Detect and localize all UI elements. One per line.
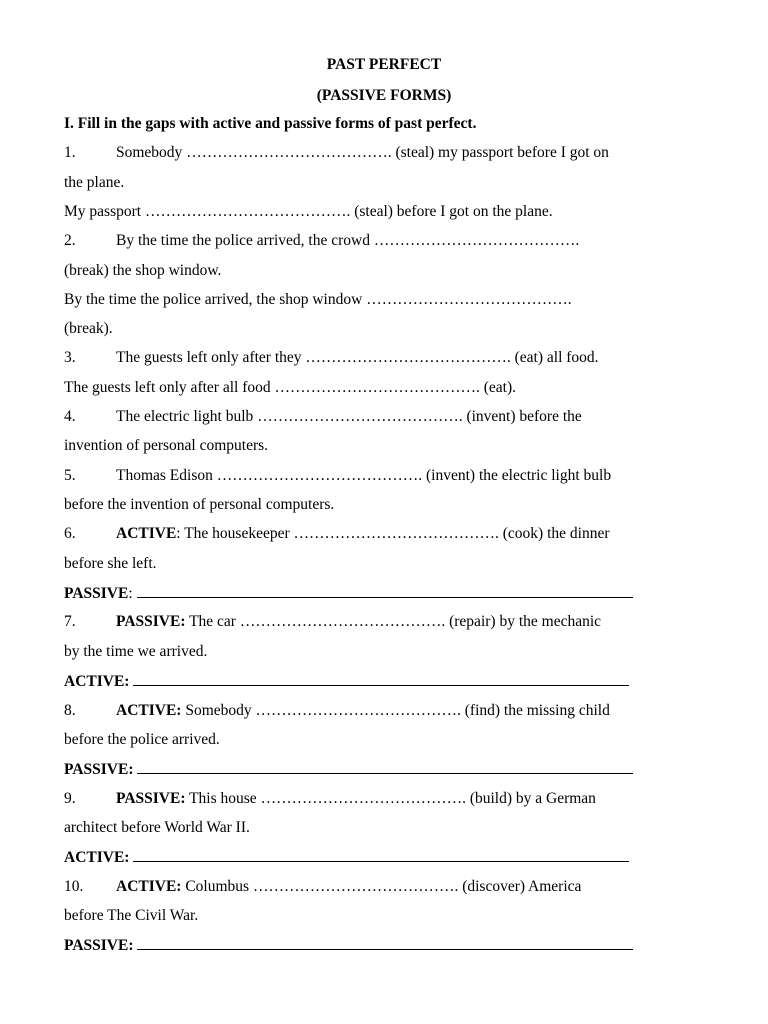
- text: (find) the missing child: [460, 702, 610, 719]
- exercise-5-continuation: before the invention of personal computers.: [64, 496, 335, 513]
- item-number: 8.: [64, 702, 76, 719]
- text: : The housekeeper: [176, 525, 294, 542]
- text: (invent) before the: [462, 408, 582, 425]
- exercise-8-passive-answer: [64, 759, 633, 780]
- gap-dots: ………………………………….: [293, 525, 499, 542]
- gap-dots: ………………………………….: [366, 291, 572, 308]
- exercise-9-continuation: architect before World War II.: [64, 819, 250, 836]
- item-number: 5.: [64, 467, 76, 484]
- exercise-4-line: [64, 407, 582, 427]
- answer-line[interactable]: [133, 847, 629, 862]
- answer-line[interactable]: [137, 759, 633, 774]
- answer-line[interactable]: [137, 583, 633, 598]
- exercise-7-line: [64, 612, 601, 632]
- item-number: 4.: [64, 408, 76, 425]
- gap-dots: ………………………………….: [252, 878, 459, 895]
- exercise-9-line: [64, 789, 596, 809]
- gap-dots: ………………………………….: [216, 467, 423, 484]
- gap-dots: ………………………………….: [257, 408, 463, 425]
- active-label: ACTIVE: [116, 525, 177, 542]
- exercise-10-passive-answer: [64, 935, 633, 956]
- exercise-10-line: [64, 877, 581, 897]
- exercise-6-passive-answer: [64, 583, 633, 604]
- active-label: ACTIVE:: [64, 849, 134, 866]
- item-number: 6.: [64, 525, 76, 542]
- exercise-2-passive-continuation: (break).: [64, 320, 113, 337]
- text: Thomas Edison: [116, 467, 217, 484]
- gap-dots: ………………………………….: [255, 702, 461, 719]
- exercise-10-continuation: before The Civil War.: [64, 907, 199, 924]
- exercise-9-active-answer: [64, 847, 629, 868]
- text: Columbus: [181, 878, 253, 895]
- exercise-4-continuation: invention of personal computers.: [64, 437, 269, 454]
- page-title: PAST PERFECT: [326, 56, 442, 73]
- exercise-1-continuation: the plane.: [64, 174, 125, 191]
- exercise-2-continuation: (break) the shop window.: [64, 262, 222, 279]
- item-number: 3.: [64, 349, 76, 366]
- gap-dots: ………………………………….: [186, 144, 392, 161]
- exercise-6-continuation: before she left.: [64, 555, 157, 572]
- answer-line[interactable]: [133, 671, 629, 686]
- exercise-1-passive-line: [64, 202, 553, 222]
- item-number: 2.: [64, 232, 76, 249]
- passive-label: PASSIVE:: [116, 613, 186, 630]
- instruction: I. Fill in the gaps with active and passive forms of past perfect.: [64, 115, 477, 132]
- gap-dots: ………………………………….: [274, 379, 480, 396]
- text: (build) by a German: [465, 790, 596, 807]
- passive-label: PASSIVE: [64, 585, 129, 602]
- answer-line[interactable]: [137, 935, 633, 950]
- exercise-3-passive-line: [64, 378, 516, 398]
- gap-dots: ………………………………….: [239, 613, 446, 630]
- active-label: ACTIVE:: [116, 878, 182, 895]
- exercise-1-line: [64, 143, 609, 163]
- item-number: 9.: [64, 790, 76, 807]
- text: By the time the police arrived, the crowd: [116, 232, 374, 249]
- text: By the time the police arrived, the shop window: [64, 291, 367, 308]
- text: (discover) America: [458, 878, 582, 895]
- text: :: [128, 585, 137, 602]
- exercise-7-active-answer: [64, 671, 629, 692]
- text: My passport: [64, 203, 145, 220]
- passive-label: PASSIVE:: [116, 790, 186, 807]
- exercise-2-passive-line: [64, 290, 572, 310]
- text: The guests left only after all food: [64, 379, 275, 396]
- gap-dots: ………………………………….: [144, 203, 351, 220]
- exercise-8-line: [64, 701, 610, 721]
- text: The guests left only after they: [116, 349, 306, 366]
- passive-label: PASSIVE:: [64, 937, 138, 954]
- text: (cook) the dinner: [498, 525, 610, 542]
- text: (invent) the electric light bulb: [422, 467, 612, 484]
- text: Somebody: [116, 144, 187, 161]
- gap-dots: ………………………………….: [305, 349, 511, 366]
- exercise-6-line: [64, 524, 610, 544]
- item-number: 10.: [64, 878, 84, 895]
- exercise-3-line: [64, 348, 599, 368]
- text: (steal) before I got on the plane.: [350, 203, 553, 220]
- text: The electric light bulb: [116, 408, 258, 425]
- text: (repair) by the mechanic: [445, 613, 602, 630]
- text: (eat).: [479, 379, 516, 396]
- text: This house: [185, 790, 261, 807]
- passive-label: PASSIVE:: [64, 761, 138, 778]
- exercise-2-line: [64, 231, 579, 251]
- gap-dots: ………………………………….: [373, 232, 580, 249]
- exercise-7-continuation: by the time we arrived.: [64, 643, 208, 660]
- item-number: 1.: [64, 144, 76, 161]
- text: Somebody: [181, 702, 256, 719]
- page-subtitle: (PASSIVE FORMS): [316, 87, 452, 104]
- active-label: ACTIVE:: [116, 702, 182, 719]
- text: (eat) all food.: [510, 349, 599, 366]
- exercise-5-line: [64, 466, 611, 486]
- active-label: ACTIVE:: [64, 673, 134, 690]
- text: (steal) my passport before I got on: [391, 144, 609, 161]
- gap-dots: ………………………………….: [260, 790, 466, 807]
- exercise-8-continuation: before the police arrived.: [64, 731, 220, 748]
- text: The car: [185, 613, 240, 630]
- item-number: 7.: [64, 613, 76, 630]
